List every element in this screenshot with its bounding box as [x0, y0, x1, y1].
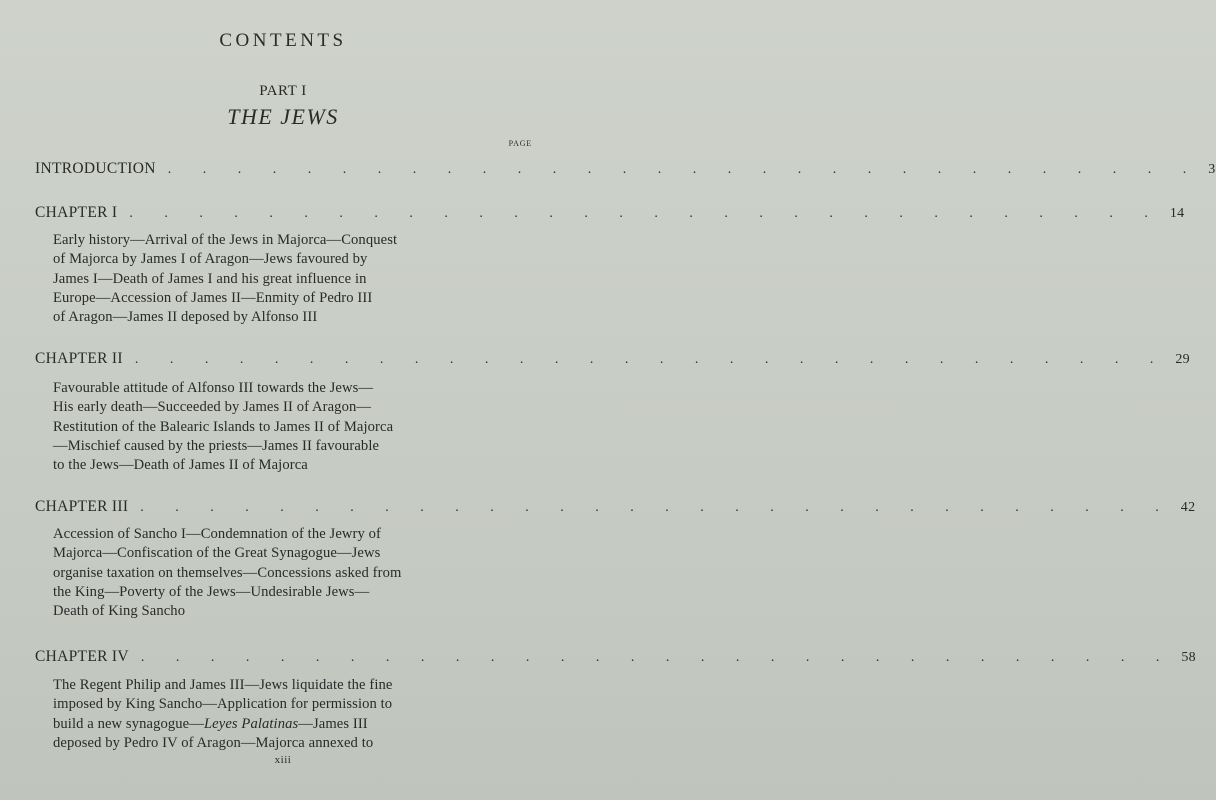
- chapter-2-summary: [53, 379, 530, 475]
- summary-line: to the Jews—Death of James II of Majorca: [53, 457, 308, 474]
- toc-entry-label: CHAPTER II: [35, 350, 123, 367]
- summary-line: Favourable attitude of Alfonso III towards the Jews—: [53, 380, 374, 396]
- toc-entry-page: 58: [1181, 650, 1196, 665]
- part-label: PART I: [259, 83, 307, 99]
- dot-leader: . . . . . . . . . . . . . . . . . . . . . . . . . . . . . .: [167, 162, 1201, 177]
- chapter-4-summary: [53, 676, 530, 753]
- summary-line: The Regent Philip and James III—Jews liquidate the fine: [53, 677, 393, 693]
- summary-line-tail: —James III: [298, 715, 368, 732]
- summary-line: deposed by Pedro IV of Aragon—Majorca annexed to: [53, 734, 374, 751]
- toc-entry-label: CHAPTER III: [35, 498, 129, 515]
- summary-line: the King—Poverty of the Jews—Undesirable Jews—: [53, 583, 370, 600]
- toc-entry-chapter-2: [35, 350, 1190, 368]
- summary-line: Restitution of the Balearic Islands to James II of Majorca: [53, 418, 394, 435]
- toc-entry-label: CHAPTER IV: [35, 648, 129, 665]
- summary-line: [53, 715, 530, 734]
- italic-title: Leyes Palatinas: [203, 715, 299, 732]
- chapter-3-summary: [53, 525, 530, 621]
- summary-line: His early death—Succeeded by James II of Aragon—: [53, 399, 372, 416]
- summary-line: James I—Death of James I and his great influence in: [53, 270, 367, 287]
- summary-line: Majorca—Confiscation of the Great Synagogue—Jews: [53, 545, 381, 562]
- toc-entry-chapter-4: [35, 648, 1196, 666]
- summary-line: organise taxation on themselves—Concessions asked from: [53, 564, 402, 581]
- part-title: THE JEWS: [227, 104, 339, 129]
- contents-title: CONTENTS: [219, 30, 347, 51]
- toc-entry-page: 29: [1175, 352, 1190, 367]
- toc-entry-introduction: [35, 160, 1216, 178]
- summary-line-head: build a new synagogue—: [53, 715, 204, 732]
- chapter-1-summary: [53, 231, 530, 327]
- dot-leader: . . . . . . . . . . . . . . . . . . . . . . . . . . . . . .: [140, 500, 1173, 515]
- page-column-header: PAGE: [508, 139, 532, 148]
- toc-entry-label: CHAPTER I: [35, 204, 118, 221]
- toc-entry-page: 42: [1180, 500, 1196, 515]
- summary-line: Death of King Sancho: [53, 603, 186, 620]
- toc-entry-page: 3: [1208, 162, 1216, 177]
- toc-entry-label: INTRODUCTION: [35, 160, 156, 177]
- summary-line: imposed by King Sancho—Application for permission to: [53, 696, 393, 713]
- folio-page-number: xiii: [274, 754, 292, 766]
- toc-entry-page: 14: [1169, 206, 1185, 221]
- dot-leader: . . . . . . . . . . . . . . . . . . . . . . . . . . . . . .: [140, 650, 1174, 665]
- summary-line: Accession of Sancho I—Condemnation of the Jewry of: [53, 526, 382, 542]
- summary-line: of Aragon—James II deposed by Alfonso III: [53, 309, 318, 326]
- summary-line: Europe—Accession of James II—Enmity of Pedro III: [53, 289, 373, 306]
- toc-entry-chapter-3: [35, 498, 1196, 516]
- summary-line: —Mischief caused by the priests—James II favourable: [53, 437, 380, 454]
- summary-line: Early history—Arrival of the Jews in Majorca—Conquest: [53, 232, 398, 248]
- dot-leader: . . . . . . . . . . . . . . . . . . . . . . . . . . . . . .: [134, 352, 1168, 367]
- toc-entry-chapter-1: [35, 204, 1185, 222]
- summary-line: of Majorca by James I of Aragon—Jews favoured by: [53, 251, 368, 268]
- dot-leader: . . . . . . . . . . . . . . . . . . . . . . . . . . . . . .: [129, 206, 1162, 221]
